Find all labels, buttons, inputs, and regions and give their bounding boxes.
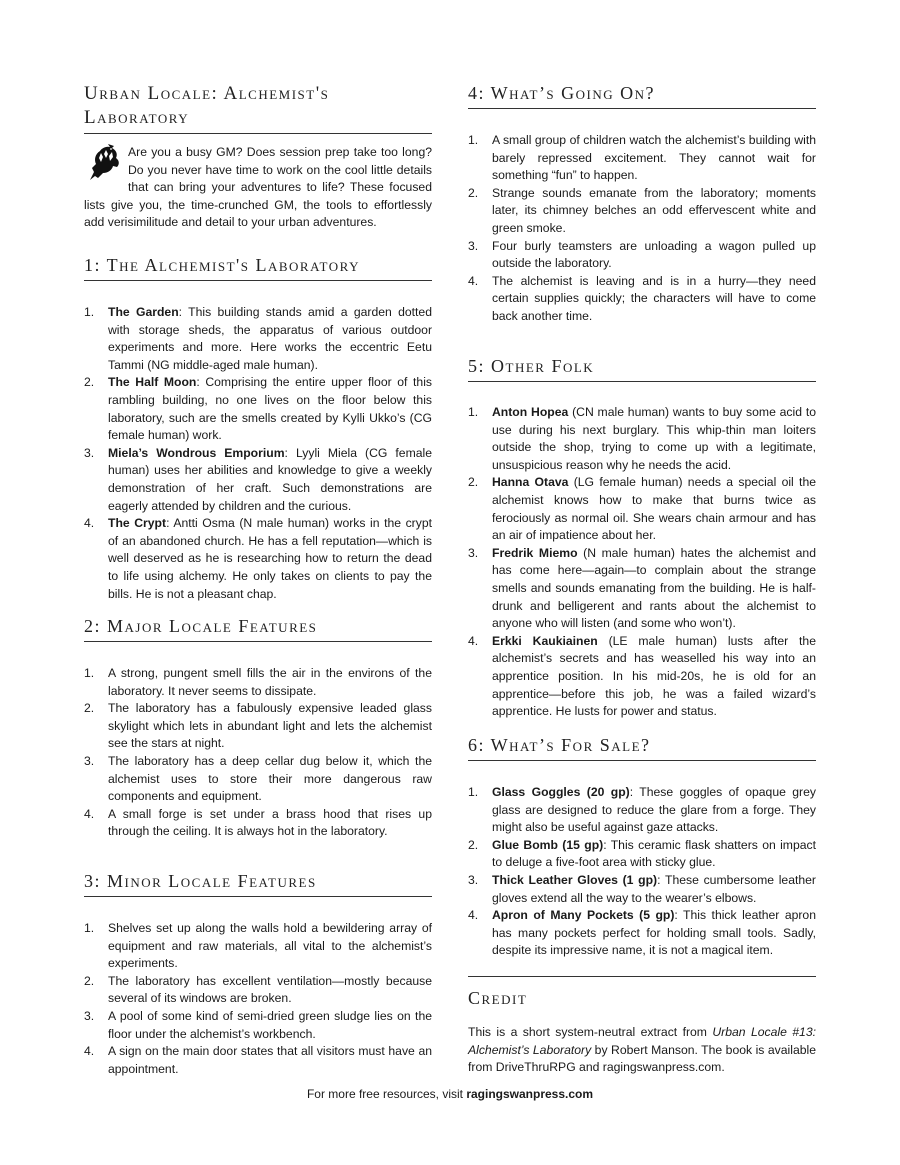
- section-title-major-features: 2: Major Locale Features: [84, 614, 432, 642]
- laboratory-list: [84, 304, 432, 603]
- item-number: 3.: [468, 872, 479, 887]
- item-number: 1.: [84, 305, 95, 319]
- item-text: The alchemist is leaving and is in a hurry—they need certain supplies quickly; the characters will have to come back another time.: [492, 273, 816, 323]
- item-name: Anton Hopea: [492, 405, 569, 419]
- item-name: The Crypt: [108, 516, 167, 531]
- section-title-minor-features: 3: Minor Locale Features: [84, 869, 432, 897]
- item-number: 4.: [84, 806, 95, 821]
- item-number: 3.: [468, 545, 479, 560]
- item-number: 1.: [84, 666, 95, 680]
- item-name: Glass Goggles (20 gp): [492, 785, 630, 799]
- page-title: Urban Locale: Alchemist's Laboratory: [84, 82, 432, 134]
- section-title-credit: Credit: [468, 988, 528, 1008]
- section-title-whats-for-sale: 6: What’s For Sale?: [468, 733, 816, 761]
- list-item: [84, 374, 432, 444]
- item-text: : Comprising the entire upper floor of this rambling building, no one lives on the floor below this laboratory, such are the smells created by Kylli Ukko’s (CG female human) work.: [108, 375, 432, 443]
- item-number: 4.: [468, 273, 479, 288]
- item-text: The laboratory has a fabulously expensive leaded glass skylight which lets in abundant light and lets the alchemist see the stars at night.: [108, 701, 432, 751]
- item-number: 3.: [84, 1008, 95, 1023]
- item-number: 3.: [84, 445, 95, 460]
- list-item: [468, 404, 816, 474]
- item-number: 3.: [468, 238, 479, 253]
- list-item: [468, 907, 816, 960]
- list-item: [84, 665, 432, 700]
- item-text: : Antti Osma (N male human) works in the crypt of an abandoned church. He has a fell reputation—which is well deserved as he is researching how to return the dead to life using alchemy. He only takes on clients to pay the bills. He is not a pleasant chap.: [108, 516, 432, 601]
- credit-divider: [468, 976, 816, 977]
- credit-paragraph: [468, 1024, 816, 1077]
- item-number: 2.: [84, 973, 95, 988]
- item-number: 2.: [84, 375, 95, 390]
- item-text: A small forge is set under a brass hood that rises up through the ceiling. It is always hot in the laboratory.: [108, 806, 432, 839]
- list-item: [84, 445, 432, 515]
- item-name: Hanna Otava: [492, 475, 569, 490]
- list-item: [468, 872, 816, 907]
- item-text: : This ceramic flask shatters on impact to deluge a five-foot area with sticky glue.: [492, 837, 816, 870]
- item-text: The laboratory has a deep cellar dug below it, which the alchemist uses to store their more dangerous raw components and equipment.: [108, 753, 432, 804]
- item-text: A pool of some kind of semi-dried green sludge lies on the floor under the alchemist’s workbench.: [108, 1008, 432, 1041]
- list-item: [468, 784, 816, 837]
- minor-features-list: [84, 920, 432, 1078]
- section-title-alchemists-laboratory: 1: The Alchemist's Laboratory: [84, 253, 432, 281]
- item-number: 4.: [84, 516, 95, 531]
- item-text: A small group of children watch the alchemist’s building with barely repressed excitement. They cannot wait for something “fun” to happen.: [492, 133, 816, 183]
- item-text: Four burly teamsters are unloading a wagon pulled up outside the laboratory.: [492, 238, 816, 271]
- whats-going-on-list: [468, 132, 816, 326]
- item-number: 3.: [84, 753, 95, 768]
- item-number: 4.: [468, 633, 479, 648]
- item-text: : These goggles of opaque grey glass are designed to reduce the glare from a forge. They might also be useful against gaze attacks.: [492, 785, 816, 835]
- item-number: 4.: [468, 908, 479, 923]
- item-name: Miela’s Wondrous Emporium: [108, 445, 285, 460]
- item-name: Fredrik Miemo: [492, 545, 578, 560]
- list-item: [468, 633, 816, 721]
- item-text: The laboratory has excellent ventilation—mostly because several of its windows are broken.: [108, 973, 432, 1006]
- item-text: : This building stands amid a garden dotted with storage sheds, the apparatus of various outdoor experiments and more. Here works the eccentric Eetu Tammi (NG middle-aged male human).: [108, 305, 432, 372]
- list-item: [468, 273, 816, 326]
- other-folk-list: [468, 404, 816, 721]
- item-text: (CN male human) wants to buy some acid to use during his next burglary. This whip-thin man loiters outside the shop, trying to come up with a legitimate, unsuspicious reason why he needs the acid.: [492, 405, 816, 472]
- whats-for-sale-list: [468, 784, 816, 960]
- item-text: : This thick leather apron has many pockets perfect for holding small tools. Sadly, despite its impressive name, it is not a magical item.: [492, 908, 816, 958]
- section-title-whats-going-on: 4: What’s Going On?: [468, 81, 816, 109]
- item-text: Shelves set up along the walls hold a bewildering array of equipment and raw materials, all vital to the alchemist’s experiments.: [108, 921, 432, 971]
- list-item: [84, 753, 432, 806]
- item-name: Erkki Kaukiainen: [492, 633, 598, 648]
- item-name: The Garden: [108, 305, 179, 319]
- item-text: (LG female human) needs a special oil the alchemist knows how to make that burns twice as ferociously as normal oil. She wears chain armour and has an air of impatience about her.: [492, 475, 816, 543]
- item-text: Strange sounds emanate from the laboratory; moments later, its chimney belches an odd effervescent white and green smoke.: [492, 185, 816, 235]
- list-item: [84, 1043, 432, 1078]
- item-number: 1.: [468, 405, 479, 419]
- list-item: [468, 837, 816, 872]
- list-item: [468, 545, 816, 633]
- intro-paragraph: [84, 144, 432, 232]
- credit-post: by Robert Manson. The book is available from DriveThruRPG and ragingswanpress.com.: [468, 1042, 816, 1075]
- intro-text: Are you a busy GM? Does session prep take too long? Do you never have time to work on the cool little details that can bring your adventures to life? These focused lists give you, the time-crunched GM, the tools to effortlessly add verisimilitude and detail to your urban adventures.: [84, 145, 432, 230]
- item-text: A sign on the main door states that all visitors must have an appointment.: [108, 1044, 432, 1076]
- item-text: : Lyyli Miela (CG female human) uses her abilities and knowledge to give a weekly demonstration of her craft. Such demonstrations are eagerly attended by children and the curious.: [108, 445, 433, 513]
- item-name: Glue Bomb (15 gp): [492, 837, 604, 852]
- list-item: [468, 474, 816, 544]
- list-item: [468, 185, 816, 238]
- list-item: [468, 132, 816, 185]
- item-number: 1.: [84, 921, 95, 935]
- list-item: [84, 806, 432, 841]
- item-number: 2.: [468, 837, 479, 852]
- item-text: (LE male human) lusts after the alchemist’s secrets and has weaselled his way into an apprentice position. In his mid-20s, he is old for an apprentice—before this job, he was a failed wizard’s apprentice. He lusts for power and status.: [492, 633, 816, 719]
- list-item: [84, 700, 432, 753]
- item-text: : These cumbersome leather gloves extend all the way to the wearer’s elbows.: [492, 872, 816, 905]
- list-item: [84, 515, 432, 603]
- item-text: (N male human) hates the alchemist and has come here—again—to complain about the strange smells and sounds emanating from the building. He is half-drunk and belligerent and rants about the alchemist to anyone who will listen (and some who won’t).: [492, 545, 816, 631]
- item-name: The Half Moon: [108, 375, 197, 390]
- list-item: [84, 920, 432, 973]
- item-name: Apron of Many Pockets (5 gp): [492, 908, 675, 923]
- item-number: 2.: [468, 185, 479, 200]
- item-number: 2.: [468, 475, 479, 490]
- page-footer: [0, 1086, 900, 1102]
- item-text: A strong, pungent smell fills the air in the environs of the laboratory. It never seems to dissipate.: [108, 666, 432, 698]
- major-features-list: [84, 665, 432, 841]
- footer-text: For more free resources, visit: [306, 1087, 467, 1101]
- item-number: 2.: [84, 701, 95, 716]
- item-name: Thick Leather Gloves (1 gp): [492, 872, 658, 887]
- item-number: 1.: [468, 133, 479, 147]
- credit-book-title: Urban Locale #13: Alchemist’s Laboratory: [468, 1025, 816, 1057]
- footer-link[interactable]: ragingswanpress.com: [466, 1087, 594, 1101]
- list-item: [84, 973, 432, 1008]
- item-number: 4.: [84, 1044, 95, 1059]
- list-item: [84, 1008, 432, 1043]
- section-title-other-folk: 5: Other Folk: [468, 354, 816, 382]
- list-item: [84, 304, 432, 374]
- item-number: 1.: [468, 785, 479, 799]
- raven-logo-icon: [86, 142, 122, 182]
- list-item: [468, 238, 816, 273]
- credit-pre: This is a short system-neutral extract from: [468, 1025, 713, 1039]
